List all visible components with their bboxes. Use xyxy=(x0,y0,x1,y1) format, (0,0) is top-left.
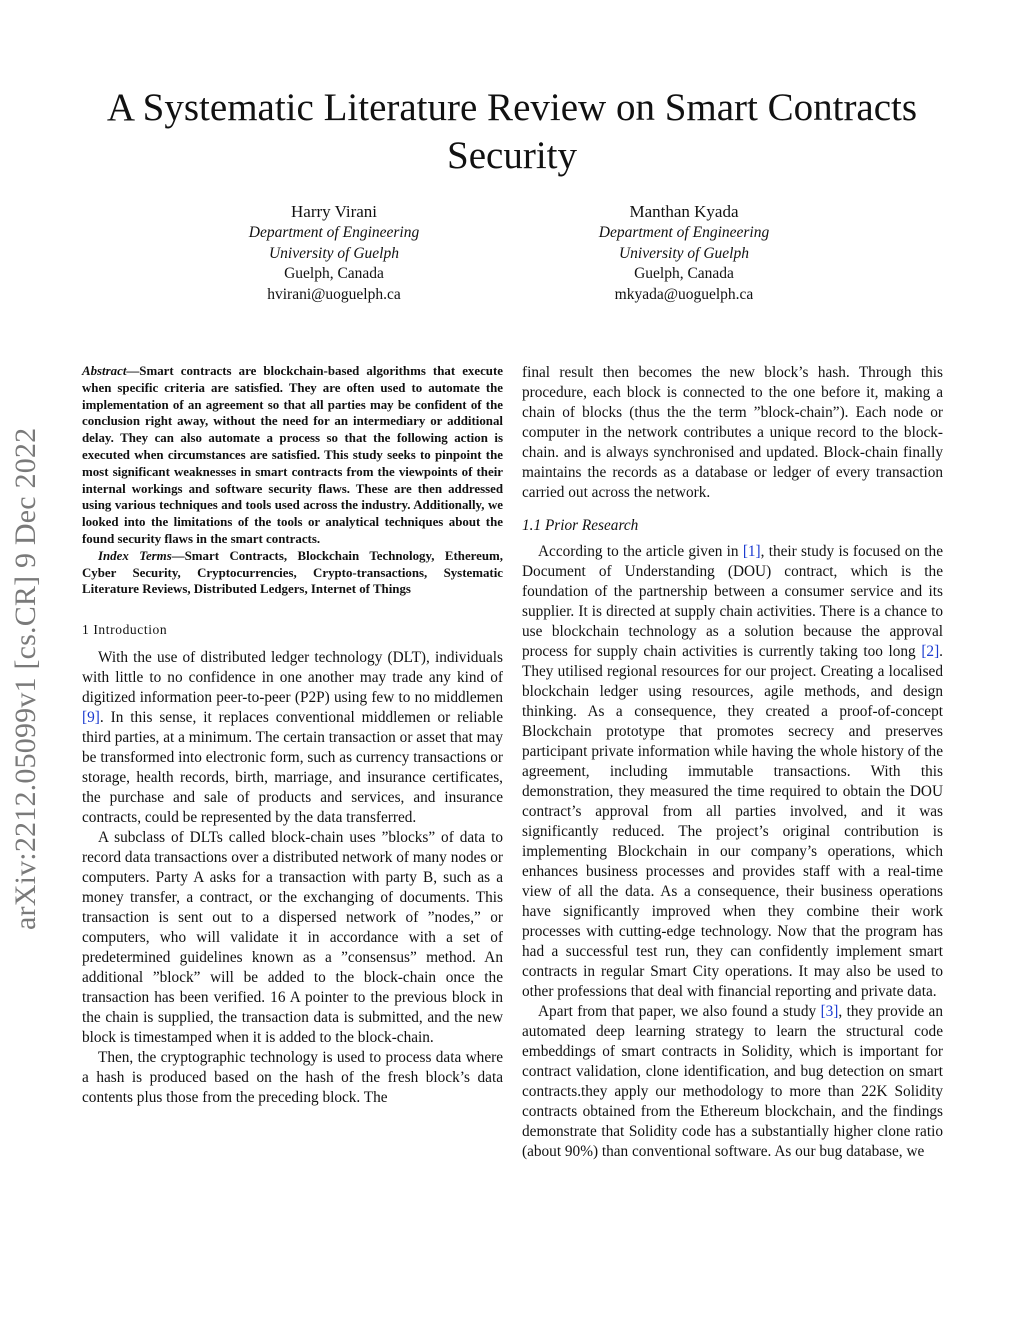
citation-link[interactable]: [1] xyxy=(742,543,761,560)
paragraph-text: , they provide an automated deep learning strategy to learn the structural code embeddings of smart contracts in Solidity, which is important for contract validation, clone identification, and bug detection on smart contracts.they apply our methodology to more than 22K Solidity contracts obtained from the Ethereum blockchain, and the findings demonstrate that Solidity code has a substantially higher clone ratio (about 90%) than conventional software. As our bug database, we xyxy=(522,1003,943,1160)
citation-link[interactable]: [3] xyxy=(820,1003,839,1020)
paragraph-text: . In this sense, it replaces conventional middlemen or reliable third parties, at a minimum. The certain transaction or asset that may be transformed into electronic form, such as currency transactions or storage, health records, birth, marriage, and insurance certificates, the purchase and sale of products and services, and insurance contracts, could be represented by the data transferred. xyxy=(82,709,503,827)
author-dept: Department of Engineering xyxy=(598,224,770,241)
paragraph xyxy=(522,542,943,1002)
abstract-label: Abstract xyxy=(82,364,127,378)
citation-link[interactable]: [9] xyxy=(82,709,100,727)
paper-title: A Systematic Literature Review on Smart Contracts Security xyxy=(106,86,918,177)
index-terms-label: Index Terms xyxy=(98,548,172,563)
author-block-2 xyxy=(554,201,814,305)
section-heading: 1 Introduction xyxy=(82,622,168,638)
left-column xyxy=(82,363,503,1108)
paragraph-text: , their study is focused on the Document of Understanding (DOU) contract, which is the foundation of the partnership between a consumer service and its supplier. It is directed at supply chain activities. There is a chance to use blockchain technology as a solution because the approval process for supply chain activities is currently taking too long xyxy=(522,543,943,660)
right-column xyxy=(522,363,943,1162)
index-terms xyxy=(82,548,503,598)
paragraph-text: . They utilised regional resources for our project. Creating a localised blockchain ledger using resources, agile methods, and design thinking. As a consequence, they created a proof-of-concept Blockchain prototype that promotes secrecy and preserves participant private information while having the whole history of the agreement, including immutable transactions. With this demonstration, they measured the time required to obtain the DOU contract’s approval from all parties involved, and it was significantly reduced. The project’s original contribution is implementing Blockchain in our company’s operations, which enhances business processes and provides staff with a real-time view of all the data. As a consequence, their business operations have significantly improved when they combine their work processes with cutting-edge technology. Now that the program has had a successful test run, they can confidently implement smart contracts in regular Smart City operations. It may also be used to other professions that deal with financial reporting and private data. xyxy=(522,643,943,1000)
author-univ: University of Guelph xyxy=(268,244,399,262)
abstract xyxy=(82,363,503,548)
author-email[interactable]: mkyada@uoguelph.ca xyxy=(614,285,754,303)
author-dept: Department of Engineering xyxy=(248,224,420,241)
author-name: Harry Virani xyxy=(291,202,377,221)
paragraph-text: Apart from that paper, we also found a study xyxy=(538,1003,821,1020)
author-block-1 xyxy=(204,201,464,305)
author-univ: University of Guelph xyxy=(618,244,749,262)
arxiv-stamp: arXiv:2212.05099v1 [cs.CR] 9 Dec 2022 xyxy=(9,427,42,930)
author-email[interactable]: hvirani@uoguelph.ca xyxy=(267,285,401,303)
paragraph: final result then becomes the new block’s hash. Through this procedure, each block is connected to the one before it, making a chain of blocks (thus the the term ”block-chain”). Each node or computer in the network contributes a unique record to the block-chain. and is always synchronised and updated. Block-chain finally maintains the records as a database or ledger of every transaction carried out across the network. xyxy=(522,364,943,501)
author-location: Guelph, Canada xyxy=(284,265,384,283)
paragraph xyxy=(82,648,503,828)
paragraph xyxy=(522,1002,943,1162)
paragraph-text: With the use of distributed ledger technology (DLT), individuals with little to no confidence in one another may trade any kind of digitized information peer-to-peer (P2P) using few to no middlemen xyxy=(82,649,503,707)
index-terms-text: —Smart Contracts, Blockchain Technology, Ethereum, Cyber Security, Cryptocurrencies, Crypto-transactions, Systematic Literature Reviews, Distributed Ledgers, Internet of Things xyxy=(82,548,504,597)
author-location: Guelph, Canada xyxy=(634,265,734,283)
subsection-heading: 1.1 Prior Research xyxy=(522,517,639,534)
abstract-text: —Smart contracts are blockchain-based algorithms that execute when specific criteria are satisfied. They are often used to automate the implementation of an agreement so that all parties may be confident of the conclusion right away, without the need for an intermediary or additional delay. They can also automate a process so that the following action is executed when circumstances are satisfied. This study seeks to pinpoint the most significant weaknesses in smart contracts from the viewpoints of their internal workings and software security flaws. These are then addressed using various techniques and tools used across the industry. Additionally, we looked into the limitations of the tools or analytical techniques about the found security flaws in the smart contracts. xyxy=(82,364,503,546)
paragraph: Then, the cryptographic technology is used to process data where a hash is produced based on the hash of the fresh block’s data contents plus those from the preceding block. The xyxy=(82,1049,503,1107)
citation-link[interactable]: [2] xyxy=(921,643,940,660)
paragraph: A subclass of DLTs called block-chain uses ”blocks” of data to record data transactions over a distributed network of many nodes or computers. Party A asks for a transaction with party B, such as a money transfer, a contract, or the exchanging of documents. This transaction is sent out to a dispersed network of ”nodes,” or computers, who will validate it in accordance with a set of predetermined guidelines known as a ”consensus” method. An additional ”block” will be added to the block-chain once the transaction has been verified. 16 A pointer to the previous block in the chain is supplied, the transaction data is submitted, and the new block is timestamped when it is added to the block-chain. xyxy=(82,829,503,1047)
paragraph-text: According to the article given in xyxy=(538,543,743,560)
author-name: Manthan Kyada xyxy=(629,202,739,221)
